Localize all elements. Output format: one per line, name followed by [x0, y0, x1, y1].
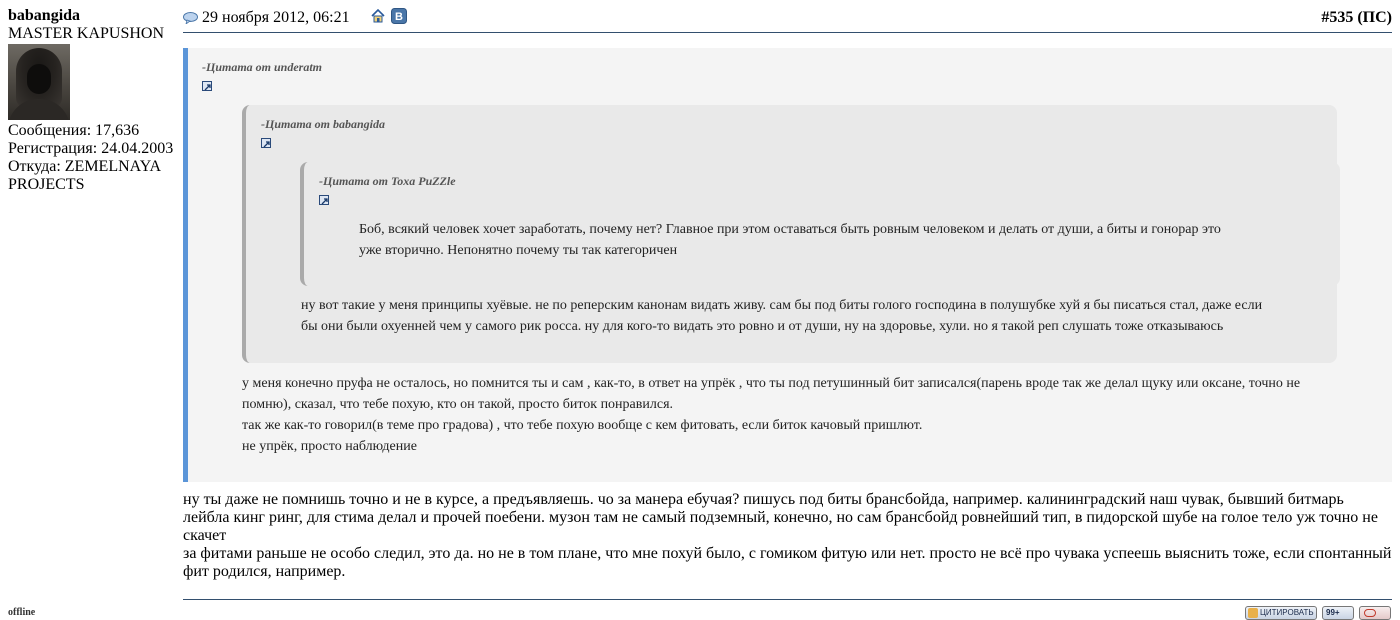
quote-toxa-puzzle [300, 162, 1340, 286]
post-header [183, 0, 1392, 33]
svg-text:B: B [395, 11, 403, 23]
quote-line: так же как-то говорил(в теме про градова) , что тебе похую вообще с кем фитовать, если биток качовый пришлют. [242, 418, 923, 433]
arrow-link-icon[interactable] [319, 195, 329, 205]
post [183, 0, 1392, 580]
username[interactable]: babangida [8, 7, 81, 24]
post-number-link[interactable]: #535 [1321, 9, 1354, 26]
quote-header: -Цитата от babangida [261, 117, 386, 131]
quote-line: бы они были охуенней чем у самого рик росса. ну для кого-то видать это ровно и от души, ну на здоровье, хули. но я такой реп слушать тоже отказываюсь [301, 319, 1224, 334]
body-line: скачет [183, 527, 227, 544]
report-icon [1364, 609, 1376, 617]
post-date: 29 ноября 2012, 06:21 [202, 9, 350, 26]
quote-icon [1248, 608, 1258, 618]
post-number[interactable] [1321, 9, 1392, 27]
arrow-link-icon[interactable] [261, 138, 271, 148]
home-icon[interactable] [371, 9, 385, 28]
arrow-link-icon[interactable] [202, 81, 212, 91]
quote-text [359, 219, 1339, 261]
multiquote-button-label: 99+ [1326, 608, 1340, 617]
multiquote-button[interactable] [1322, 606, 1354, 620]
quote-line: Боб, всякий человек хочет заработать, почему нет? Главное при этом оставаться быть ровным человеком и делать от души, а биты и гонорар это [359, 222, 1221, 237]
body-line: ну ты даже не помнишь точно и не в курсе, а предъявляешь. чо за манера ебучая? пишусь под биты брансбойда, например. калининградский наш чувак, бывший битмарь [183, 491, 1344, 508]
post-body [183, 491, 1392, 581]
user-title: MASTER KAPUSHON [8, 25, 165, 42]
post-number-suffix: (ПС) [1353, 9, 1392, 26]
quote-line: у меня конечно пруфа не осталось, но помнится ты и сам , как-то, в ответ на упрёк , что ты под петушинный бит записался(парень вроде так же делал щуку или оксане, точно не [242, 376, 1301, 391]
quote-text [301, 295, 1336, 337]
post-footer-divider [183, 599, 1392, 600]
online-status: offline [8, 607, 36, 618]
report-button[interactable] [1359, 606, 1391, 620]
quote-underatm [183, 48, 1392, 482]
speech-bubble-icon [183, 11, 198, 29]
body-line: лейбла кинг ринг, для стима делал и прочей поебени. музон там не самый подземный, конечно, но сам брансбойд ровнейший тип, в пидорской шубе на голое тело уж точно не [183, 509, 1378, 526]
quote-line: не упрёк, просто наблюдение [242, 439, 417, 454]
body-line: фит родился, например. [183, 563, 346, 580]
quote-header: -Цитата от Toxa PuZZle [319, 174, 456, 188]
avatar[interactable] [8, 44, 70, 120]
quote-line: уже вторично. Непонятно почему ты так категоричен [359, 243, 678, 258]
quote-line: помню), сказал, что тебе похую, кто он такой, просто биток понравился. [242, 397, 674, 412]
quote-babangida [242, 105, 1337, 363]
user-registration: Регистрация: 24.04.2003 [8, 140, 174, 157]
quote-button-label: ЦИТИРОВАТЬ [1260, 608, 1314, 617]
quote-text [242, 373, 1392, 457]
body-line: за фитами раньше не особо следил, это да. но не в том плане, что мне похуй было, с гомиком фитую или нет. просто не всё про чувака успеешь выяснить тоже, если спонтанный [183, 545, 1392, 562]
user-post-count: Сообщения: 17,636 [8, 122, 140, 139]
quote-line: ну вот такие у меня принципы хуёвые. не по реперским канонам видать живу. сам бы под биты голого господина в полушубке хуй я бы писаться стал, даже если [301, 298, 1263, 313]
quote-button[interactable] [1245, 606, 1317, 620]
user-location: Откуда: ZEMELNAYA PROJECTS [8, 158, 161, 193]
quote-header: -Цитата от underatm [202, 60, 323, 74]
user-sidebar [8, 7, 178, 194]
vk-icon[interactable] [391, 8, 407, 29]
